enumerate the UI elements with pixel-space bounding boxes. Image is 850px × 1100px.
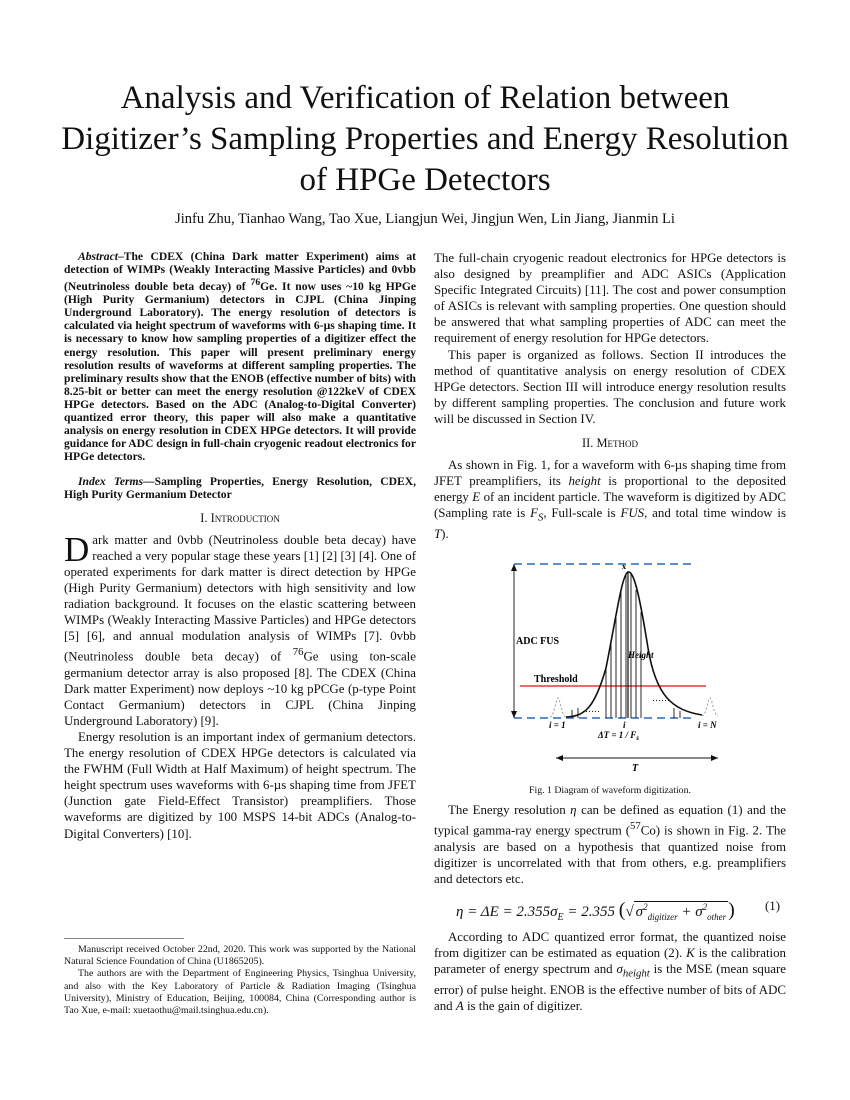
method-F: F	[530, 506, 538, 521]
er-eta: η	[570, 803, 577, 818]
delta-t-text: ΔT = 1 / F	[598, 730, 637, 741]
waveform-diagram	[434, 558, 786, 783]
er-sup: 57	[629, 820, 641, 833]
intro-paragraph-2: Energy resolution is an important index of germanium detectors. The energy resolution of CDEX HPGe detectors is calculated via the FWHM (Full Width at Half Maximum) of height spectrum. The height spectrum uses waveforms with 6-µs shaping time from JFET (Junction gate Field-Effect Transistor) preamplifiers. Those waveforms are digitized by 100 MSPS 14-bit ADCs (Analog-to-Digital Converters) [10].	[64, 729, 416, 841]
footnote-rule	[64, 938, 184, 939]
er-a: The Energy resolution	[448, 803, 571, 818]
pre-pulse-dotted	[550, 698, 566, 717]
section-heading-method	[434, 436, 786, 451]
index-terms-label: Index Terms	[78, 475, 144, 489]
index-terms-text: —Sampling Properties, Energy Resolution, CDEX, High Purity Germanium Detector	[64, 475, 416, 502]
equation-1	[434, 887, 786, 929]
author-list: Jinfu Zhu, Tianhao Wang, Tao Xue, Liangjun Wei, Jingjun Wen, Lin Jiang, Jianmin Li	[175, 211, 675, 227]
abstract-label: Abstract	[78, 250, 118, 263]
delta-t-sub: s	[636, 734, 640, 743]
er-c: Co) is shown in Fig. 2. The analysis are based on a hypothesis that quantized noise from digitizer is uncorrelated with that from others, e.g. preamplifiers and detectors etc.	[434, 823, 786, 886]
eq-mid: = 2.355	[563, 903, 616, 920]
quantized-error-paragraph	[434, 929, 786, 1014]
section-heading-intro	[64, 511, 416, 526]
intro-p1-b: Ge using ton-scale germanium detector array is also proposed [8]. The CDEX (China Dark matter Experiment) now deploys ~10 kg pPCGe (p-type Point Contact Germanium) detectors in CJPL (China Jinping Underground Laboratory) [9].	[64, 649, 416, 728]
method-a: As shown in Fig. 1, for a waveform with 6-µs shaping time from JFET preamplifiers, its	[434, 458, 786, 489]
energy-resolution-paragraph	[434, 802, 786, 887]
qe-c: is the MSE (mean square error) of pulse height. ENOB is the effective number of bits of ADC and	[434, 962, 786, 1013]
footnote	[64, 944, 416, 1017]
qe-b: is the calibration parameter of energy spectrum and	[434, 945, 786, 977]
window-arrow-left	[556, 755, 563, 761]
qe-sigma: σ	[616, 962, 623, 977]
equation-body: $\eta = \Delta E = 2.355\sigma_E = 2.355$ (√ $\sigma^2_{digitizer} + \sigma^2_{other}$ )	[456, 898, 735, 923]
window-arrow-right	[711, 755, 718, 761]
drop-cap: D	[64, 529, 90, 569]
abstract-sup: 76	[250, 277, 261, 289]
method-b: is proportional to the deposited energy	[434, 474, 786, 505]
method-f: ).	[441, 526, 449, 541]
qe-K: K	[686, 945, 695, 960]
equation-number: (1)	[764, 898, 780, 913]
fus-arrow-up	[511, 564, 517, 571]
label-height: Height	[628, 650, 654, 661]
right-paragraph-1: The full-chain cryogenic readout electronics for HPGe detectors is also designed by preamplifier and ADC ASICs (Application Specific Integrated Circuits) [11]. The cost and power consumption of ASICs is relevant with sampling properties. One question should be answered that what sampling properties of ADC can meet the requirement of energy resolution for HPGe detectors.	[434, 251, 786, 346]
section-num-2: II.	[582, 436, 594, 451]
label-xi: x	[622, 562, 626, 572]
eq-sigma-1: σ	[635, 903, 644, 920]
right-column	[434, 250, 786, 1014]
section-num: I.	[200, 510, 208, 525]
section-title: Introduction	[210, 510, 280, 525]
qe-A: A	[455, 998, 464, 1013]
footnote-affiliation: The authors are with the Department of Engineering Physics, Tsinghua University, and also with the Key Laboratory of Particle & Radiation Imaging (Tsinghua University), Ministry of Education, Beijing, 100084, China (Corresponding author is Tao Xue, e-mail: xuetaothu@mail.tsinghua.edu.cn).	[64, 968, 416, 1017]
method-c: of an incident particle. The waveform is digitized by ADC (Sampling rate is	[434, 490, 786, 521]
figure-caption: Fig. 1 Diagram of waveform digitization.	[529, 785, 691, 797]
label-threshold: Threshold	[534, 674, 578, 686]
label-T: T	[632, 763, 639, 775]
figure-1	[434, 558, 786, 783]
method-E: E	[472, 490, 481, 505]
section-title-2: Method	[596, 436, 638, 451]
abstract-text-a: –The CDEX (China Dark matter Experiment) aims at detection of WIMPs (Weakly Interacting Massive Particles) and 0vbb (Neutrinoless double beta decay) of	[64, 250, 416, 294]
paper-title: Analysis and Verification of Relation between Digitizer’s Sampling Properties and Energy Resolution of HPGe Detectors	[61, 80, 789, 198]
waveform-curve	[566, 572, 702, 717]
intro-p1-a: ark matter and 0vbb (Neutrinoless double beta decay) have reached a very popular stage these years [1] [2] [3] [4]. One of operated experiments for dark matter is direct detection by HPGe (High Purity Germanium) detectors with high sensitivity and low radiation background. It focuses on the elastic scattering between WIMPs (Weakly Interacting Massive Particles) and HPGe detectors [5] [6], and annual modulation analysis of WIMPs [7]. 0vbb (Neutrinoless double beta decay) of	[64, 532, 416, 664]
fus-arrow-down	[511, 711, 517, 718]
qe-sub-height: height	[622, 967, 650, 980]
intro-paragraph-1	[64, 529, 416, 729]
method-d: , Full-scale is	[543, 506, 621, 521]
abstract	[64, 250, 416, 463]
footnote-manuscript: Manuscript received October 22nd, 2020. This work was supported by the National Natural Science Foundation of China (U1865205).	[64, 944, 416, 968]
method-height: height	[568, 474, 601, 489]
eq-sigma-2: σ	[695, 903, 703, 920]
label-i1: i = 1	[549, 720, 566, 731]
method-Fsub: S	[537, 511, 544, 524]
left-column	[64, 250, 416, 842]
method-FUS: FUS	[620, 506, 645, 521]
right-paragraph-2: This paper is organized as follows. Section II introduces the method of quantitative analysis on energy resolution of CDEX HPGe detectors. Section III will introduce energy resolution results by different sampling properties. The conclusion and future work will be discussed in Section IV.	[434, 347, 786, 426]
eq-sub-E: E	[557, 911, 564, 923]
eq-sub-digitizer: digitizer	[647, 911, 678, 922]
qe-a: According to ADC quantized error format, the quantized noise from digitizer can be estimated as equation (2).	[434, 929, 786, 960]
dots-left: ……	[582, 704, 600, 715]
qe-d: is the gain of digitizer.	[463, 998, 583, 1013]
method-T: T	[434, 526, 442, 541]
er-b: can be defined as equation (1) and the typical gamma-ray energy spectrum (	[434, 803, 786, 838]
eq-sub-other: other	[707, 911, 727, 922]
dots-right: ……	[652, 693, 670, 704]
label-adc-fus: ADC FUS	[516, 636, 560, 648]
label-delta-t	[597, 730, 639, 742]
method-paragraph	[434, 457, 786, 542]
label-iN: i = N	[698, 720, 717, 731]
post-pulse-dotted	[702, 698, 718, 716]
label-i: i	[623, 720, 626, 731]
eq-lhs: η = ΔE = 2.355σ	[456, 903, 558, 920]
intro-p1-sup: 76	[292, 646, 304, 659]
index-terms	[64, 475, 416, 501]
method-e: , and total time window is	[644, 506, 787, 521]
abstract-text-b: Ge. It now uses ~10 kg HPGe (High Purity Germanium) detectors in CJPL (China Jinping Underground Laboratory). The energy resolution of detectors is calculated via height spectrum of waveforms with 6-µs shaping time. It is necessary to know how sampling properties of a digitizer effect the energy resolution. This paper will present preliminary energy resolution results of waveforms at different sampling properties. The preliminary results show that the ENOB (effective number of bits) with 8.25-bit or better can meet the energy resolution @122keV of CDEX HPGe detectors. Based on the ADC (Analog-to-Digital Converter) quantized error theory, this paper will also make a quantitative analysis on energy resolution in CDEX HPGe detectors. It will provide guidance for ADC design in full-chain cryogenic readout electronics for HPGe detectors.	[64, 280, 416, 464]
